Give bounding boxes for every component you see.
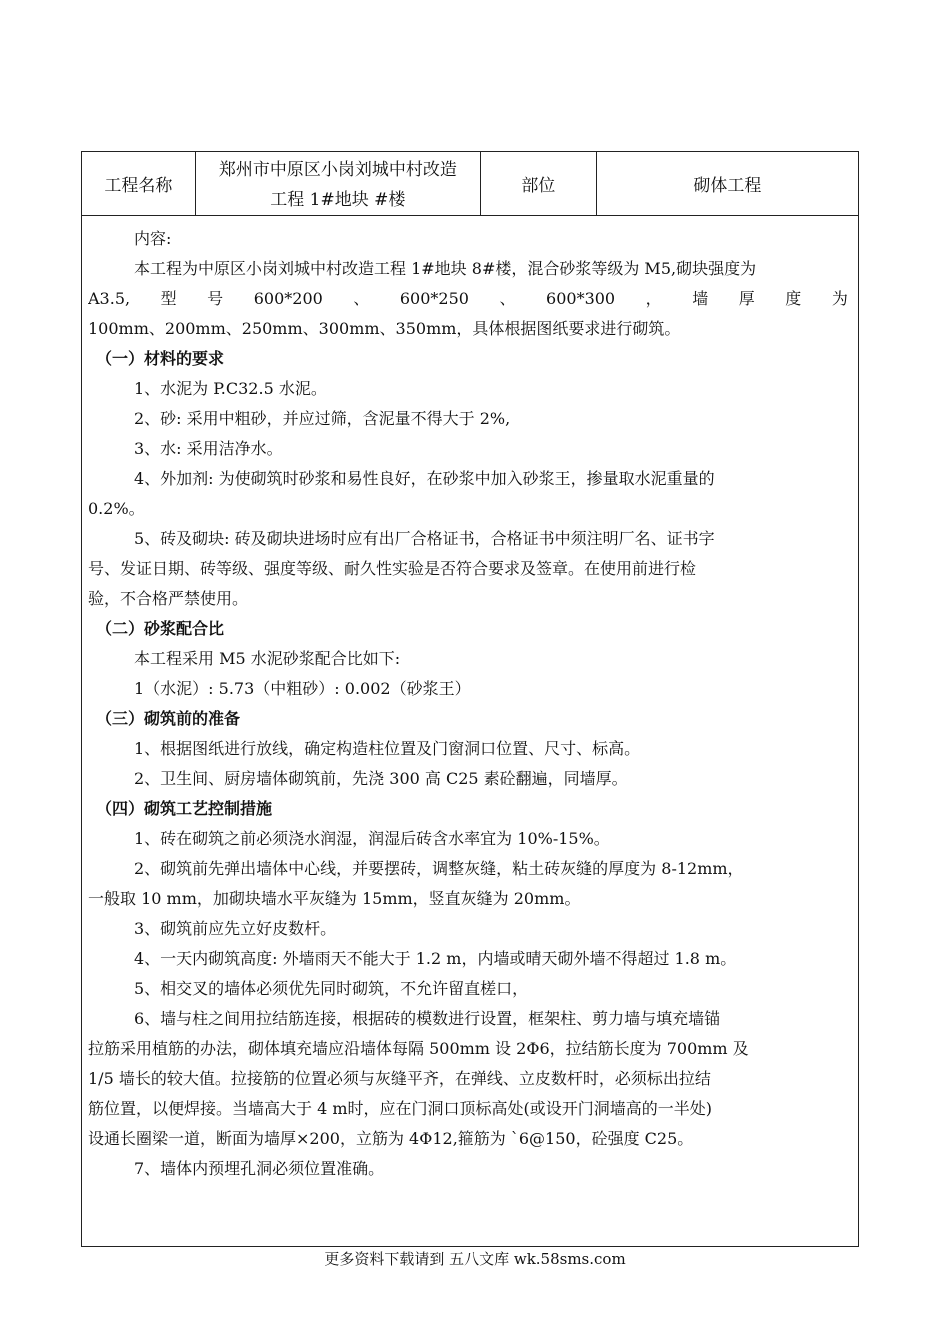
process-item-6-line-3: 1/5 墙长的较大值。拉接筋的位置必须与灰缝平齐，在弹线、立皮数杆时，必须标出拉结 (88, 1069, 711, 1088)
document-table (81, 151, 859, 1247)
preparation-item-1: 1、根据图纸进行放线，确定构造柱位置及门窗洞口位置、尺寸、标高。 (134, 739, 641, 758)
content-body (82, 216, 858, 1184)
preparation-item-2: 2、卫生间、厨房墙体砌筑前，先浇 300 高 C25 素砼翻遍，同墙厚。 (134, 769, 628, 788)
intro-word: 厚 (738, 289, 755, 308)
intro-word: 、 (499, 289, 516, 308)
intro-word: A3.5, (88, 289, 131, 308)
intro-line-1: 本工程为中原区小岗刘城中村改造工程 1#地块 8#楼，混合砂浆等级为 M5,砌块强度为 (134, 259, 757, 278)
header-row (82, 152, 858, 216)
process-item-2-line-1: 2、砌筑前先弹出墙体中心线，并要摆砖，调整灰缝，粘土砖灰缝的厚度为 8-12mm， (134, 859, 744, 878)
process-item-6-line-2: 拉筋采用植筋的办法，砌体填充墙应沿墙体每隔 500mm 设 2Φ6，拉结筋长度为 700mm 及 (88, 1039, 749, 1058)
section-title-process: （四）砌筑工艺控制措施 (96, 799, 273, 818)
intro-word: 、 (353, 289, 370, 308)
intro-word: ， (645, 289, 662, 308)
intro-word: 600*200 (253, 289, 323, 308)
materials-item-4-line-1: 4、外加剂: 为使砌筑时砂浆和易性良好，在砂浆中加入砂浆王，掺量取水泥重量的 (134, 469, 715, 488)
section-title-preparation: （三）砌筑前的准备 (96, 709, 241, 728)
materials-item-5-line-1: 5、砖及砌块: 砖及砌块进场时应有出厂合格证书，合格证书中须注明厂名、证书字 (134, 529, 715, 548)
intro-line-3: 100mm、200mm、250mm、300mm、350mm，具体根据图纸要求进行砌筑。 (88, 319, 681, 338)
intro-word: 墙 (692, 289, 709, 308)
process-item-6-line-5: 设通长圈梁一道，断面为墙厚×200，立筋为 4Φ12,箍筋为 `6@150，砼强度 C25。 (88, 1129, 694, 1148)
mortar-line-1: 本工程采用 M5 水泥砂浆配合比如下: (134, 649, 401, 668)
intro-word: 度 (785, 289, 802, 308)
process-item-5: 5、相交叉的墙体必须优先同时砌筑，不允许留直槎口， (134, 979, 529, 998)
process-item-6-line-4: 筋位置，以便焊接。当墙高大于 4 m时，应在门洞口顶标高处(或设开门洞墙高的一半处) (88, 1099, 713, 1118)
materials-item-5-line-2: 号、发证日期、砖等级、强度等级、耐久性实验是否符合要求及签章。在使用前进行检 (88, 559, 697, 578)
materials-item-2: 2、砂: 采用中粗砂，并应过筛，含泥量不得大于 2%, (134, 409, 511, 428)
intro-word: 号 (207, 289, 224, 308)
materials-item-1: 1、水泥为 P.C32.5 水泥。 (134, 379, 327, 398)
materials-item-5-line-3: 验，不合格严禁使用。 (88, 589, 249, 608)
part-label: 部位 (481, 152, 597, 215)
process-item-4: 4、一天内砌筑高度: 外墙雨天不能大于 1.2 m，内墙或晴天砌外墙不得超过 1.8 m。 (134, 949, 737, 968)
mortar-line-2: 1（水泥）: 5.73（中粗砂）: 0.002（砂浆王） (134, 679, 471, 698)
intro-line-2 (88, 284, 848, 314)
project-name-line2: 工程 1#地块 #楼 (270, 189, 406, 210)
materials-item-3: 3、水: 采用洁净水。 (134, 439, 283, 458)
section-title-materials: （一）材料的要求 (96, 349, 225, 368)
content-label: 内容: (134, 229, 172, 248)
project-name-label: 工程名称 (82, 152, 196, 215)
process-item-6-line-1: 6、墙与柱之间用拉结筋连接，根据砖的模数进行设置，框架柱、剪力墙与填充墙锚 (134, 1009, 721, 1028)
project-name-value (196, 152, 481, 215)
part-value: 砌体工程 (693, 176, 762, 196)
process-item-3: 3、砌筑前应先立好皮数杆。 (134, 919, 337, 938)
intro-word: 型 (160, 289, 177, 308)
project-name-line1: 郑州市中原区小岗刘城中村改造 (218, 159, 457, 180)
footer-download-link[interactable]: 更多资料下载请到 五八文库 wk.58sms.com (324, 1250, 626, 1268)
intro-word: 为 (831, 289, 848, 308)
intro-word: 600*300 (546, 289, 616, 308)
process-item-1: 1、砖在砌筑之前必须浇水润湿，润湿后砖含水率宜为 10%-15%。 (134, 829, 610, 848)
process-item-2-line-2: 一般取 10 mm，加砌块墙水平灰缝为 15mm，竖直灰缝为 20mm。 (88, 889, 581, 908)
intro-word: 600*250 (399, 289, 469, 308)
materials-item-4-line-2: 0.2%。 (88, 499, 145, 518)
process-item-7: 7、墙体内预埋孔洞必须位置准确。 (134, 1159, 385, 1178)
section-title-mortar: （二）砂浆配合比 (96, 619, 225, 638)
